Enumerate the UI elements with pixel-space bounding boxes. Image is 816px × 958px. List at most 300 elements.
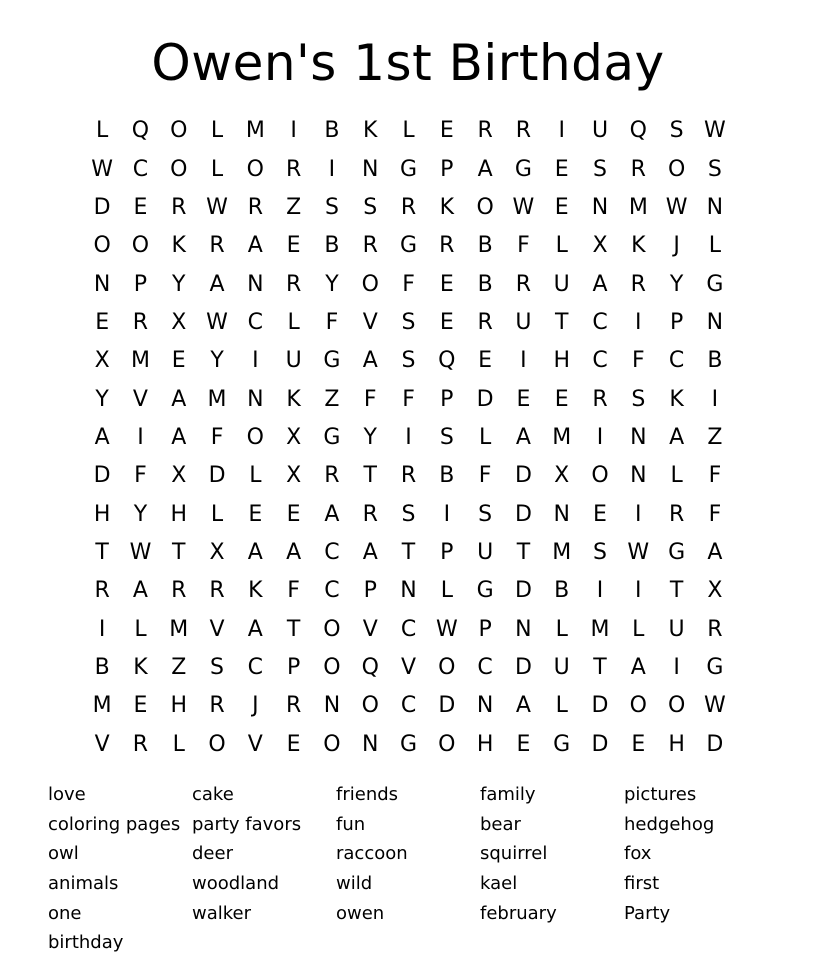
grid-letter: N [553, 501, 570, 527]
grid-letter: D [93, 463, 111, 489]
grid-letter: A [669, 424, 685, 450]
grid-letter: X [286, 424, 302, 450]
grid-letter: T [95, 539, 109, 565]
grid-letter: R [285, 271, 302, 297]
word-list-item: hedgehog [624, 813, 715, 835]
grid-letter: R [324, 463, 340, 489]
grid-letter: Q [629, 118, 647, 144]
grid-letter: R [592, 386, 608, 412]
grid-letter: D [438, 693, 456, 719]
grid-letter: X [94, 348, 110, 374]
grid-letter: M [628, 194, 648, 220]
grid-letter: D [514, 578, 532, 604]
grid-letter: X [286, 463, 302, 489]
grid-letter: I [673, 654, 680, 680]
grid-letter: L [172, 731, 185, 757]
grid-letter: I [520, 348, 527, 374]
grid-letter: O [323, 731, 341, 757]
grid-letter: G [668, 539, 686, 565]
grid-letter: B [477, 233, 493, 259]
grid-letter: G [399, 731, 418, 757]
grid-letter: F [402, 271, 415, 297]
grid-letter: R [285, 156, 302, 182]
grid-letter: C [400, 616, 417, 642]
grid-letter: P [478, 616, 492, 642]
grid-letter: G [399, 233, 418, 259]
grid-letter: D [514, 654, 532, 680]
grid-letter: J [252, 693, 259, 719]
grid-letter: W [704, 693, 726, 719]
grid-letter: W [206, 194, 228, 220]
grid-letter: E [133, 194, 148, 220]
grid-letter: P [669, 309, 684, 335]
grid-letter: G [323, 424, 341, 450]
grid-letter: U [515, 309, 532, 335]
grid-letter: E [286, 233, 301, 259]
grid-letter: Q [131, 118, 150, 144]
grid-letter: R [171, 578, 187, 604]
grid-letter: G [476, 578, 494, 604]
grid-letter: O [93, 233, 111, 259]
word-list-item: bear [480, 813, 521, 835]
grid-letter: G [706, 271, 724, 297]
grid-letter: H [170, 693, 188, 719]
grid-letter: B [324, 118, 340, 144]
grid-letter: A [171, 386, 187, 412]
grid-letter: T [516, 539, 531, 565]
grid-letter: T [363, 463, 377, 489]
grid-letter: V [362, 309, 378, 335]
grid-letter: C [132, 156, 149, 182]
grid-letter: W [704, 118, 726, 144]
grid-letter: P [286, 654, 301, 680]
grid-letter: R [209, 578, 225, 604]
word-list-item: animals [48, 873, 119, 895]
word-list-item: february [480, 902, 557, 924]
grid-letter: Z [171, 654, 187, 680]
grid-letter: L [670, 463, 683, 489]
grid-letter: F [363, 386, 377, 412]
word-list-item: pictures [624, 784, 697, 805]
word-list-item: fox [624, 843, 652, 865]
grid-letter: N [476, 693, 494, 719]
word-list-item: kael [480, 873, 518, 895]
word-list [48, 780, 768, 958]
grid-letter: O [170, 156, 188, 182]
grid-letter: R [630, 156, 646, 182]
grid-letter: R [630, 271, 646, 297]
grid-letter: E [439, 118, 454, 144]
grid-letter: E [286, 731, 301, 757]
grid-letter: Z [286, 194, 302, 220]
grid-letter: S [210, 654, 225, 680]
grid-letter: K [631, 233, 646, 259]
grid-letter: Z [707, 424, 723, 450]
grid-letter: L [555, 616, 568, 642]
grid-letter: X [554, 463, 570, 489]
grid-letter: W [91, 156, 114, 182]
grid-letter: L [210, 156, 224, 182]
grid-letter: G [706, 654, 724, 680]
grid-letter: I [290, 118, 297, 144]
grid-letter: O [667, 156, 686, 182]
grid-letter: B [439, 463, 455, 489]
grid-letter: G [553, 731, 571, 757]
grid-letter: R [668, 501, 685, 527]
grid-letter: S [593, 156, 607, 182]
grid-letter: W [435, 616, 458, 642]
grid-letter: C [477, 654, 493, 680]
word-list-item: first [624, 873, 660, 895]
grid-letter: E [593, 501, 607, 527]
grid-letter: L [402, 118, 415, 144]
word-list-item: coloring pages [48, 813, 181, 835]
grid-letter: M [245, 118, 265, 144]
grid-letter: H [553, 348, 570, 374]
grid-letter: E [248, 501, 263, 527]
grid-letter: D [514, 463, 532, 489]
grid-letter: I [98, 616, 106, 642]
grid-letter: S [439, 424, 454, 450]
grid-letter: N [630, 463, 647, 489]
grid-letter: F [708, 501, 722, 527]
grid-letter: T [593, 654, 607, 680]
grid-letter: Y [172, 271, 186, 297]
grid-letter: M [590, 616, 610, 642]
grid-letter: O [361, 693, 379, 719]
grid-letter: E [554, 386, 569, 412]
grid-letter: S [707, 156, 722, 182]
grid-letter: F [631, 348, 645, 374]
grid-letter: Y [210, 348, 224, 374]
grid-letter: H [476, 731, 494, 757]
grid-letter: A [515, 693, 531, 719]
grid-letter: X [209, 539, 225, 565]
grid-letter: L [708, 233, 722, 259]
grid-letter: A [209, 271, 225, 297]
grid-letter: A [477, 156, 493, 182]
grid-letter: A [171, 424, 187, 450]
grid-letter: T [401, 539, 416, 565]
grid-letter: N [361, 156, 379, 182]
grid-letter: R [362, 233, 378, 259]
grid-letter: O [131, 233, 150, 259]
grid-letter: L [555, 693, 568, 719]
grid-letter: F [287, 578, 300, 604]
grid-letter: S [324, 194, 339, 220]
grid-letter: A [286, 539, 302, 565]
grid-letter: N [247, 271, 264, 297]
grid-letter: F [402, 386, 415, 412]
word-list-item: cake [192, 784, 234, 805]
grid-letter: E [439, 271, 454, 297]
grid-letter: L [555, 233, 568, 259]
grid-letter: F [325, 309, 339, 335]
grid-letter: F [478, 463, 492, 489]
word-list-item: squirrel [480, 843, 548, 865]
grid-letter: O [323, 654, 341, 680]
grid-letter: M [169, 616, 189, 642]
grid-letter: E [631, 731, 646, 757]
grid-letter: V [132, 386, 148, 412]
grid-letter: T [669, 578, 684, 604]
grid-letter: E [95, 309, 110, 335]
grid-letter: W [512, 194, 535, 220]
grid-letter: E [554, 156, 569, 182]
grid-letter: B [707, 348, 723, 374]
grid-letter: X [707, 578, 723, 604]
grid-letter: A [94, 424, 110, 450]
grid-letter: L [632, 616, 645, 642]
grid-letter: O [361, 271, 379, 297]
grid-letter: I [635, 578, 642, 604]
grid-letter: F [708, 463, 722, 489]
grid-letter: H [668, 731, 685, 757]
grid-letter: X [171, 463, 187, 489]
grid-letter: D [706, 731, 724, 757]
grid-letter: L [96, 118, 109, 144]
word-list-item: owen [336, 902, 385, 924]
letter-grid [83, 112, 734, 764]
grid-letter: N [706, 309, 724, 335]
grid-letter: A [362, 348, 378, 374]
grid-letter: D [591, 693, 609, 719]
grid-letter: O [208, 731, 226, 757]
grid-letter: R [209, 233, 225, 259]
grid-letter: T [554, 309, 569, 335]
grid-letter: O [591, 463, 609, 489]
grid-letter: W [129, 539, 152, 565]
word-list-item: deer [192, 843, 233, 865]
grid-letter: L [287, 309, 300, 335]
grid-letter: Y [363, 424, 377, 450]
grid-letter: Y [325, 271, 339, 297]
grid-letter: A [515, 424, 531, 450]
grid-letter: Y [95, 386, 109, 412]
grid-letter: A [362, 539, 378, 565]
grid-letter: Y [133, 501, 148, 527]
word-list-item: fun [336, 813, 366, 835]
grid-letter: R [400, 194, 417, 220]
grid-letter: E [516, 731, 531, 757]
grid-letter: I [405, 424, 412, 450]
grid-letter: S [593, 539, 607, 565]
grid-letter: N [706, 194, 724, 220]
word-list-item: owl [48, 843, 79, 865]
grid-letter: F [134, 463, 147, 489]
grid-letter: M [552, 539, 572, 565]
grid-letter: U [553, 654, 570, 680]
word-list-item: walker [192, 902, 252, 924]
grid-letter: L [210, 118, 224, 144]
grid-letter: N [247, 386, 264, 412]
grid-letter: R [400, 463, 417, 489]
grid-letter: R [515, 118, 532, 144]
grid-letter: C [247, 654, 264, 680]
word-list-item: raccoon [336, 843, 408, 865]
grid-letter: R [362, 501, 378, 527]
grid-letter: P [133, 271, 148, 297]
grid-letter: I [635, 309, 642, 335]
grid-letter: I [596, 578, 604, 604]
grid-letter: I [137, 424, 144, 450]
grid-letter: V [400, 654, 417, 680]
word-list-item: one [48, 902, 82, 924]
grid-letter: O [246, 156, 264, 182]
grid-letter: S [401, 348, 416, 374]
grid-letter: P [440, 386, 454, 412]
grid-letter: B [477, 271, 493, 297]
grid-letter: I [596, 424, 604, 450]
grid-letter: S [631, 386, 646, 412]
grid-letter: I [635, 501, 642, 527]
grid-letter: C [324, 578, 340, 604]
grid-letter: E [171, 348, 186, 374]
grid-letter: R [132, 731, 149, 757]
grid-letter: A [247, 539, 263, 565]
grid-letter: M [552, 424, 572, 450]
grid-letter: O [246, 424, 264, 450]
grid-letter: G [514, 156, 532, 182]
grid-letter: V [362, 616, 378, 642]
grid-letter: U [591, 118, 609, 144]
grid-letter: N [591, 194, 609, 220]
grid-letter: O [438, 654, 456, 680]
grid-letter: K [286, 386, 301, 412]
grid-letter: G [399, 156, 418, 182]
grid-letter: R [707, 616, 723, 642]
grid-letter: H [93, 501, 111, 527]
grid-letter: C [247, 309, 264, 335]
grid-letter: U [285, 348, 302, 374]
grid-letter: D [93, 194, 111, 220]
word-list-item: family [480, 784, 536, 805]
grid-letter: K [248, 578, 263, 604]
grid-letter: I [558, 118, 565, 144]
grid-letter: O [438, 731, 456, 757]
grid-letter: C [592, 309, 608, 335]
grid-letter: E [286, 501, 301, 527]
grid-letter: R [94, 578, 110, 604]
grid-letter: M [130, 348, 150, 374]
grid-letter: V [209, 616, 225, 642]
grid-letter: R [171, 194, 187, 220]
grid-letter: W [206, 309, 228, 335]
grid-letter: T [172, 539, 186, 565]
grid-letter: S [478, 501, 493, 527]
grid-letter: N [630, 424, 647, 450]
grid-letter: E [133, 693, 148, 719]
grid-letter: Q [438, 348, 456, 374]
grid-letter: O [323, 616, 341, 642]
grid-letter: R [439, 233, 455, 259]
grid-letter: R [515, 271, 532, 297]
grid-letter: K [439, 194, 455, 220]
word-list-item: party favors [192, 813, 302, 835]
grid-letter: C [324, 539, 340, 565]
grid-letter: W [665, 194, 688, 220]
grid-letter: I [252, 348, 259, 374]
grid-letter: F [517, 233, 530, 259]
grid-letter: N [361, 731, 379, 757]
grid-letter: S [401, 501, 416, 527]
grid-letter: D [208, 463, 226, 489]
grid-letter: S [363, 194, 378, 220]
grid-letter: P [440, 156, 454, 182]
word-list-item: friends [336, 784, 399, 805]
word-list-item: woodland [192, 873, 280, 895]
grid-letter: S [669, 118, 684, 144]
grid-letter: R [285, 693, 302, 719]
word-list-item: birthday [48, 932, 124, 954]
grid-letter: E [439, 309, 454, 335]
grid-letter: R [477, 309, 493, 335]
grid-letter: A [247, 616, 263, 642]
puzzle-title: Owen's 1st Birthday [151, 34, 665, 92]
grid-letter: Z [324, 386, 340, 412]
grid-letter: B [324, 233, 340, 259]
grid-letter: K [171, 233, 186, 259]
grid-letter: K [669, 386, 684, 412]
grid-letter: I [328, 156, 336, 182]
grid-letter: G [323, 348, 341, 374]
grid-letter: U [553, 271, 570, 297]
grid-letter: R [247, 194, 263, 220]
grid-letter: E [516, 386, 531, 412]
grid-letter: A [707, 539, 723, 565]
grid-letter: V [247, 731, 263, 757]
grid-letter: M [92, 693, 112, 719]
grid-letter: R [132, 309, 149, 335]
grid-letter: U [477, 539, 494, 565]
grid-letter: K [363, 118, 378, 144]
grid-letter: X [592, 233, 608, 259]
grid-letter: L [249, 463, 262, 489]
grid-letter: N [400, 578, 417, 604]
grid-letter: S [401, 309, 416, 335]
grid-letter: A [132, 578, 148, 604]
grid-letter: L [478, 424, 492, 450]
grid-letter: E [554, 194, 569, 220]
grid-letter: P [363, 578, 377, 604]
grid-letter: T [286, 616, 301, 642]
grid-letter: P [440, 539, 454, 565]
grid-letter: A [630, 654, 646, 680]
grid-letter: K [133, 654, 148, 680]
grid-letter: I [443, 501, 451, 527]
grid-letter: O [170, 118, 188, 144]
grid-letter: C [592, 348, 608, 374]
grid-letter: B [554, 578, 570, 604]
grid-letter: D [514, 501, 532, 527]
grid-letter: O [476, 194, 494, 220]
grid-letter: A [324, 501, 340, 527]
grid-letter: R [209, 693, 225, 719]
grid-letter: I [711, 386, 719, 412]
grid-letter: E [478, 348, 493, 374]
word-list-item: wild [336, 873, 373, 895]
grid-letter: Y [669, 271, 684, 297]
grid-letter: C [400, 693, 417, 719]
grid-letter: U [668, 616, 685, 642]
grid-letter: L [210, 501, 224, 527]
word-list-item: love [48, 784, 86, 805]
grid-letter: V [94, 731, 110, 757]
grid-letter: X [171, 309, 187, 335]
grid-letter: N [323, 693, 341, 719]
grid-letter: L [440, 578, 453, 604]
grid-letter: H [170, 501, 188, 527]
